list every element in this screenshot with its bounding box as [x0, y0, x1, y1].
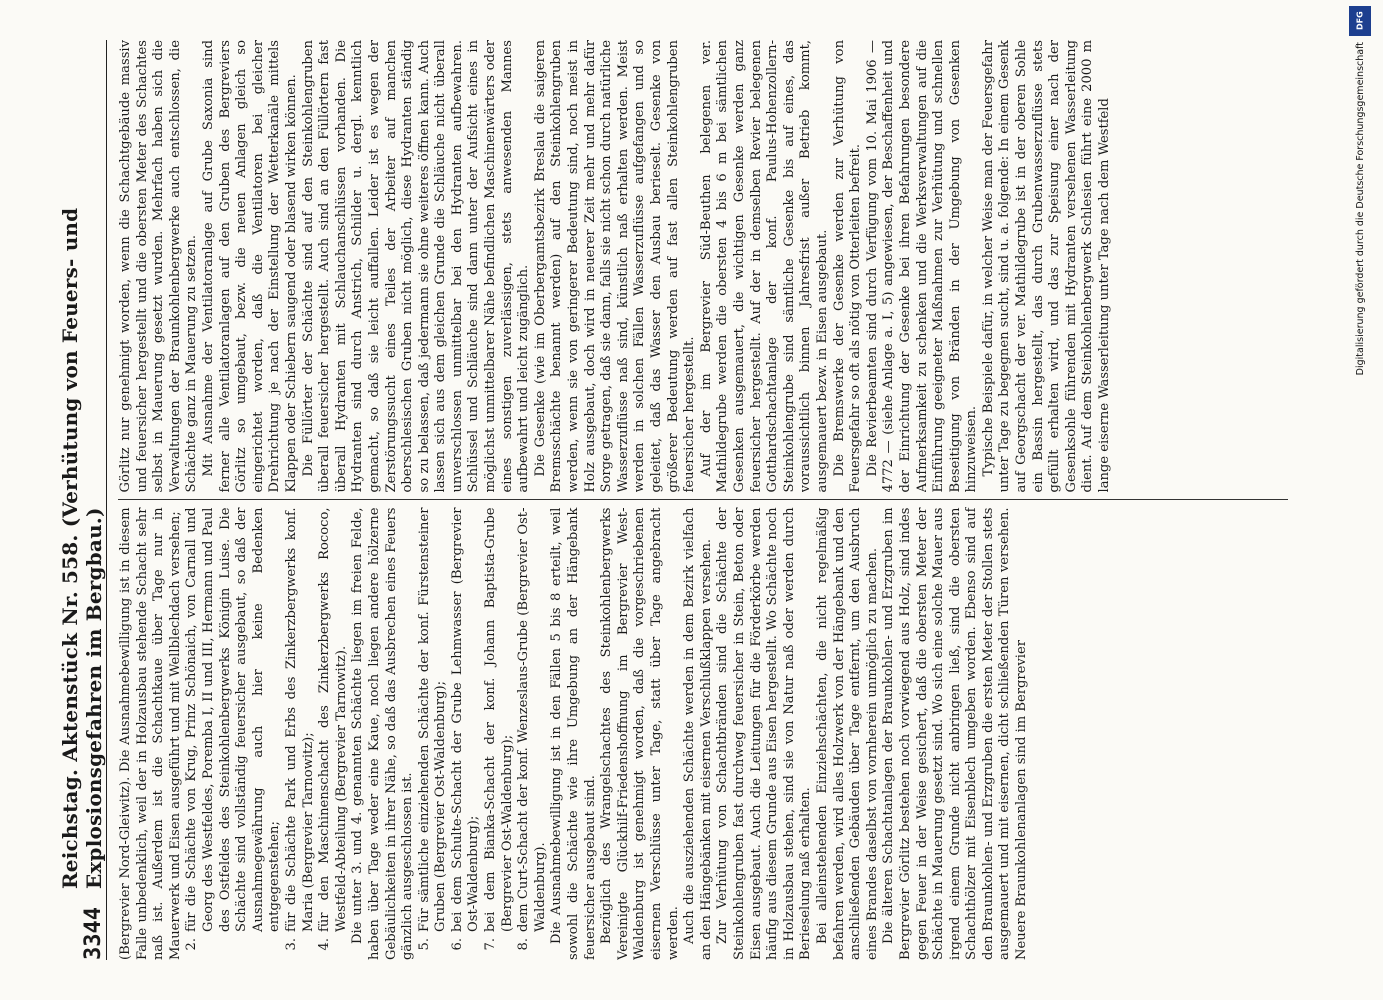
paragraph: Zur Verhütung von Schachtbränden sind die Schächte der Steinkohlengruben fast durchweg feuersicher in Stein, Beton oder Eisen ausgebaut. Auch die Leitungen für die Förderkörbe werden häufig aus diesem Grunde aus Eisen hergestellt. Wo Schächte noch in Holzausbau stehen, sind sie von Natur naß oder werden durch Berieselung naß erhalten.	[715, 507, 814, 960]
paragraph: (Bergrevier Nord-Gleiwitz). Die Ausnahmebewilligung ist in diesem Falle unbedenklich, weil der in Holzausbau stehende Schacht sehr naß ist. Außerdem ist die Schachtkaue über Tage nur in Mauerwerk und Eisen ausgeführt und mit Wellblechdach versehen;	[118, 507, 183, 960]
paragraph: Görlitz nur genehmigt worden, wenn die Schachtgebäude massiv und feuersicher hergestellt und die obersten Meter des Schachtes selbst in Mauerung gesetzt wurden. Mehrfach haben sich die Verwaltungen der Braunkohlenbergwerke auch entschlossen, die Schächte ganz in Mauerung zu setzen.	[118, 40, 200, 493]
paragraph: Mit Ausnahme der Ventilatoranlage auf Grube Saxonia sind ferner alle Ventilatoranlagen auf den Gruben des Bergreviers Görlitz so umgebaut, bezw. die neuen Anlagen gleich so eingerichtet worden, daß die Ventilatoren bei gleicher Drehrichtung je nach der Einstellung der Wetterkanäle mittels Klappen oder Schiebern saugend oder blasend wirken können.	[200, 40, 299, 493]
text-columns	[118, 40, 1288, 960]
list-text: für den Maschinenschacht des Zinkerzbergwerks Rococo, Westfeld-Abteilung (Bergrevier Tarnowitz).	[317, 507, 349, 932]
list-text: bei dem Schulte-Schacht der Grube Lehmwasser (Bergrevier Ost-Waldenburg);	[449, 507, 482, 932]
list-text: dem Curt-Schacht der konf. Wenzeslaus-Grube (Bergrevier Ost-Waldenburg).	[516, 507, 548, 932]
paragraph: Auch die ausziehenden Schächte werden in dem Bezirk vielfach an den Hängebänken mit eisernen Verschlußklappen versehen.	[682, 507, 714, 960]
paragraph: Bei alleinstehenden Einziehschächten, die nicht regelmäßig befahren werden, wird alles Holzwerk von der Hängebank und den anschließenden Gebäuden über Tage entfernt, um den Ausbruch eines Brandes daselbst von vornherein unmöglich zu machen.	[814, 507, 880, 960]
paragraph: Typische Beispiele dafür, in welcher Weise man der Feuersgefahr unter Tage zu begegnen sucht, sind u. a. folgende: In einem Gesenk auf Georgschacht der ver. Mathildegrube ist in der oberen Sohle ein Bassin hergestellt, das durch Grubenwasserzuflüsse stets gefüllt erhalten wird, und das zur Speisung einer nach der Gesenksohle führenden mit Hydranten versehenen Wasserleitung dient. Auf dem Steinkohlenbergwerk Schlesien führt eine 2000 m lange eiserne Wasserleitung unter Tage nach dem Westfeld	[980, 40, 1113, 493]
list-item	[317, 508, 350, 961]
list-item	[450, 508, 483, 961]
paragraph: Die Füllörter der Schächte sind auf den Steinkohlengruben überall feuersicher hergestellt. Auch sind an den Füllörtern fast überall Hydranten mit Schlauchanschlüssen vorhanden. Die Hydranten sind durch Anstrich, Schilder u. dergl. kenntlich gemacht, so daß sie leicht auffallen. Leider ist es wegen der Zerstörungssucht eines Teiles der Arbeiter auf manchen oberschlesischen Gruben nicht möglich, diese Hydranten ständig so zu belassen, daß jedermann sie ohne weiteres öffnen kann. Auch lassen sich aus dem gleichen Grunde die Schläuche nicht überall unverschlossen unmittelbar bei den Hydranten aufbewahren. Schlüssel und Schläuche sind dann unter der Aufsicht eines in möglichst unmittelbarer Nähe befindlichen Maschinenwärters oder eines sonstigen zuverlässigen, stets anwesenden Mannes aufbewahrt und leicht zugänglich.	[300, 40, 532, 493]
list-text: für die Schächte von Krug, Prinz Schönaich, von Carnall und Georg des Westfeldes, Poremba I, II und III, Hermann und Paul des Ostfeldes des Steinkohlenbergwerks Königin Luise. Die Schächte sind vollständig feuersicher ausgebaut, so daß der Ausnahmegewährung auch hier keine Bedenken entgegenstehen;	[184, 507, 283, 932]
list-number: 3.	[283, 938, 299, 951]
left-column	[118, 508, 1288, 961]
paragraph: Die älteren Schachtanlagen der Braunkohlen- und Erzgruben im Bergrevier Görlitz bestehen noch vorwiegend aus Holz, sind indes gegen Feuer in der Weise gesichert, daß die obersten Meter der Schächte in Mauerung gesetzt sind. Wo sich eine solche Mauer aus irgend einem Grunde nicht anbringen ließ, sind die obersten Schachthölzer mit Eisenblech umgeben worden. Ebenso sind auf den Braunkohlen- und Erzgruben die ersten Meter der Stollen stets ausgemauert und mit eisernen, dicht schließenden Türen versehen. Neuere Braunkohlenanlagen sind im Bergrevier	[881, 507, 1030, 960]
column-divider	[118, 500, 1288, 501]
paragraph: Die unter 3. und 4. genannten Schächte liegen im freien Felde, haben über Tage weder eine Kaue, noch liegen andere hölzerne Gebäulichkeiten in ihrer Nähe, so daß das Ausbrechen eines Feuers gänzlich ausgeschlossen ist.	[350, 507, 416, 960]
list-item	[417, 508, 450, 961]
list-number: 2.	[184, 938, 200, 951]
list-number: 5.	[416, 938, 432, 951]
running-head: Reichstag. Aktenstück Nr. 558. (Verhütung von Feuers- und Explosionsgefahren im Bergbau.)	[58, 207, 106, 890]
digitization-credit	[1347, 6, 1373, 994]
paragraph: Die Bremswerke der Gesenke werden zur Verhütung von Feuersgefahr so oft als nötig von Otterleiten befreit.	[831, 40, 864, 493]
list-text: bei dem Bianka-Schacht der konf. Johann Baptista-Grube (Bergrevier Ost-Waldenburg);	[483, 507, 515, 932]
list-number: 6.	[449, 938, 465, 951]
page-number: 3344	[81, 907, 106, 960]
paragraph: Bezüglich des Wrangelschachtes des Steinkohlenbergwerks Vereinigte Glückhilf-Friedenshoffnung im Bergrevier West-Waldenburg ist genehmigt worden, daß die vorgeschriebenen eisernen Verschlüsse unter Tage, statt über Tage angebracht werden.	[599, 507, 681, 960]
list-number: 7.	[483, 938, 499, 951]
paragraph: Auf der im Bergrevier Süd-Beuthen belegenen ver. Mathildegrube werden die obersten 4 bis 6 m bei sämtlichen Gesenken ausgemauert, die wichtigen Gesenke werden ganz feuersicher hergestellt. Auf der in demselben Revier belegenen Gotthardschachtanlage der konf. Paulus-Hohenzollern-Steinkohlengrube sind sämtliche Gesenke bis auf eines, das voraussichtlich binnen Jahresfrist außer Betrieb kommt, ausgemauert bezw. in Eisen ausgebaut.	[698, 40, 830, 493]
dfg-logo: DFG	[1349, 6, 1371, 36]
list-item	[516, 508, 549, 961]
credit-text: Digitalisierung gefördert durch die Deutsche Forschungsgemeinschaft	[1354, 42, 1366, 376]
page-header	[60, 40, 107, 960]
list-number: 4.	[317, 938, 333, 951]
list-item	[483, 508, 516, 961]
paragraph: Die Gesenke (wie im Oberbergamtsbezirk Breslau die saigeren Bremsschächte benannt werden) auf den Steinkohlengruben werden, wenn sie von geringerer Bedeutung sind, noch meist in Holz ausgebaut, doch wird in neuerer Zeit mehr und mehr dafür Sorge getragen, daß sie dann, falls sie nicht schon durch natürliche Wasserzuflüsse naß sind, künstlich naß erhalten werden. Meist werden in solchen Fällen Wasserzuflüsse aufgefangen und so geleitet, daß das Wasser den Ausbau berieselt. Gesenke von größerer Bedeutung werden auf fast allen Steinkohlengruben feuersicher hergestellt.	[532, 40, 698, 493]
paragraph: Die Ausnahmebewilligung ist in den Fällen 5 bis 8 erteilt, weil sowohl die Schächte wie ihre Umgebung an der Hängebank feuersicher ausgebaut sind.	[549, 507, 598, 960]
list-text: Für sämtliche einziehenden Schächte der konf. Fürstensteiner Gruben (Bergrevier Ost-Waldenburg);	[416, 507, 449, 932]
paragraph: Die Revierbeamten sind durch Verfügung vom 10. Mai 1906 — 4772 — (siehe Anlage a. I, 5) angewiesen, der Beschaffenheit und der Einrichtung der Gesenke bei ihren Befahrungen besondere Aufmerksamkeit zu schenken und die Werksverwaltungen auf die Einführung geeigneter Maßnahmen zur Verhütung und schnellen Beseitigung von Bränden in der Umgebung von Gesenken hinzuweisen.	[864, 40, 980, 493]
list-number: 8.	[516, 938, 532, 951]
right-column	[118, 40, 1288, 493]
rotated-page-content	[60, 40, 1290, 960]
list-item	[184, 508, 284, 961]
list-text: für die Schächte Park und Erbs des Zinkerzbergwerks konf. Maria (Bergrevier Tarnowitz);	[283, 507, 316, 932]
list-item	[284, 508, 317, 961]
